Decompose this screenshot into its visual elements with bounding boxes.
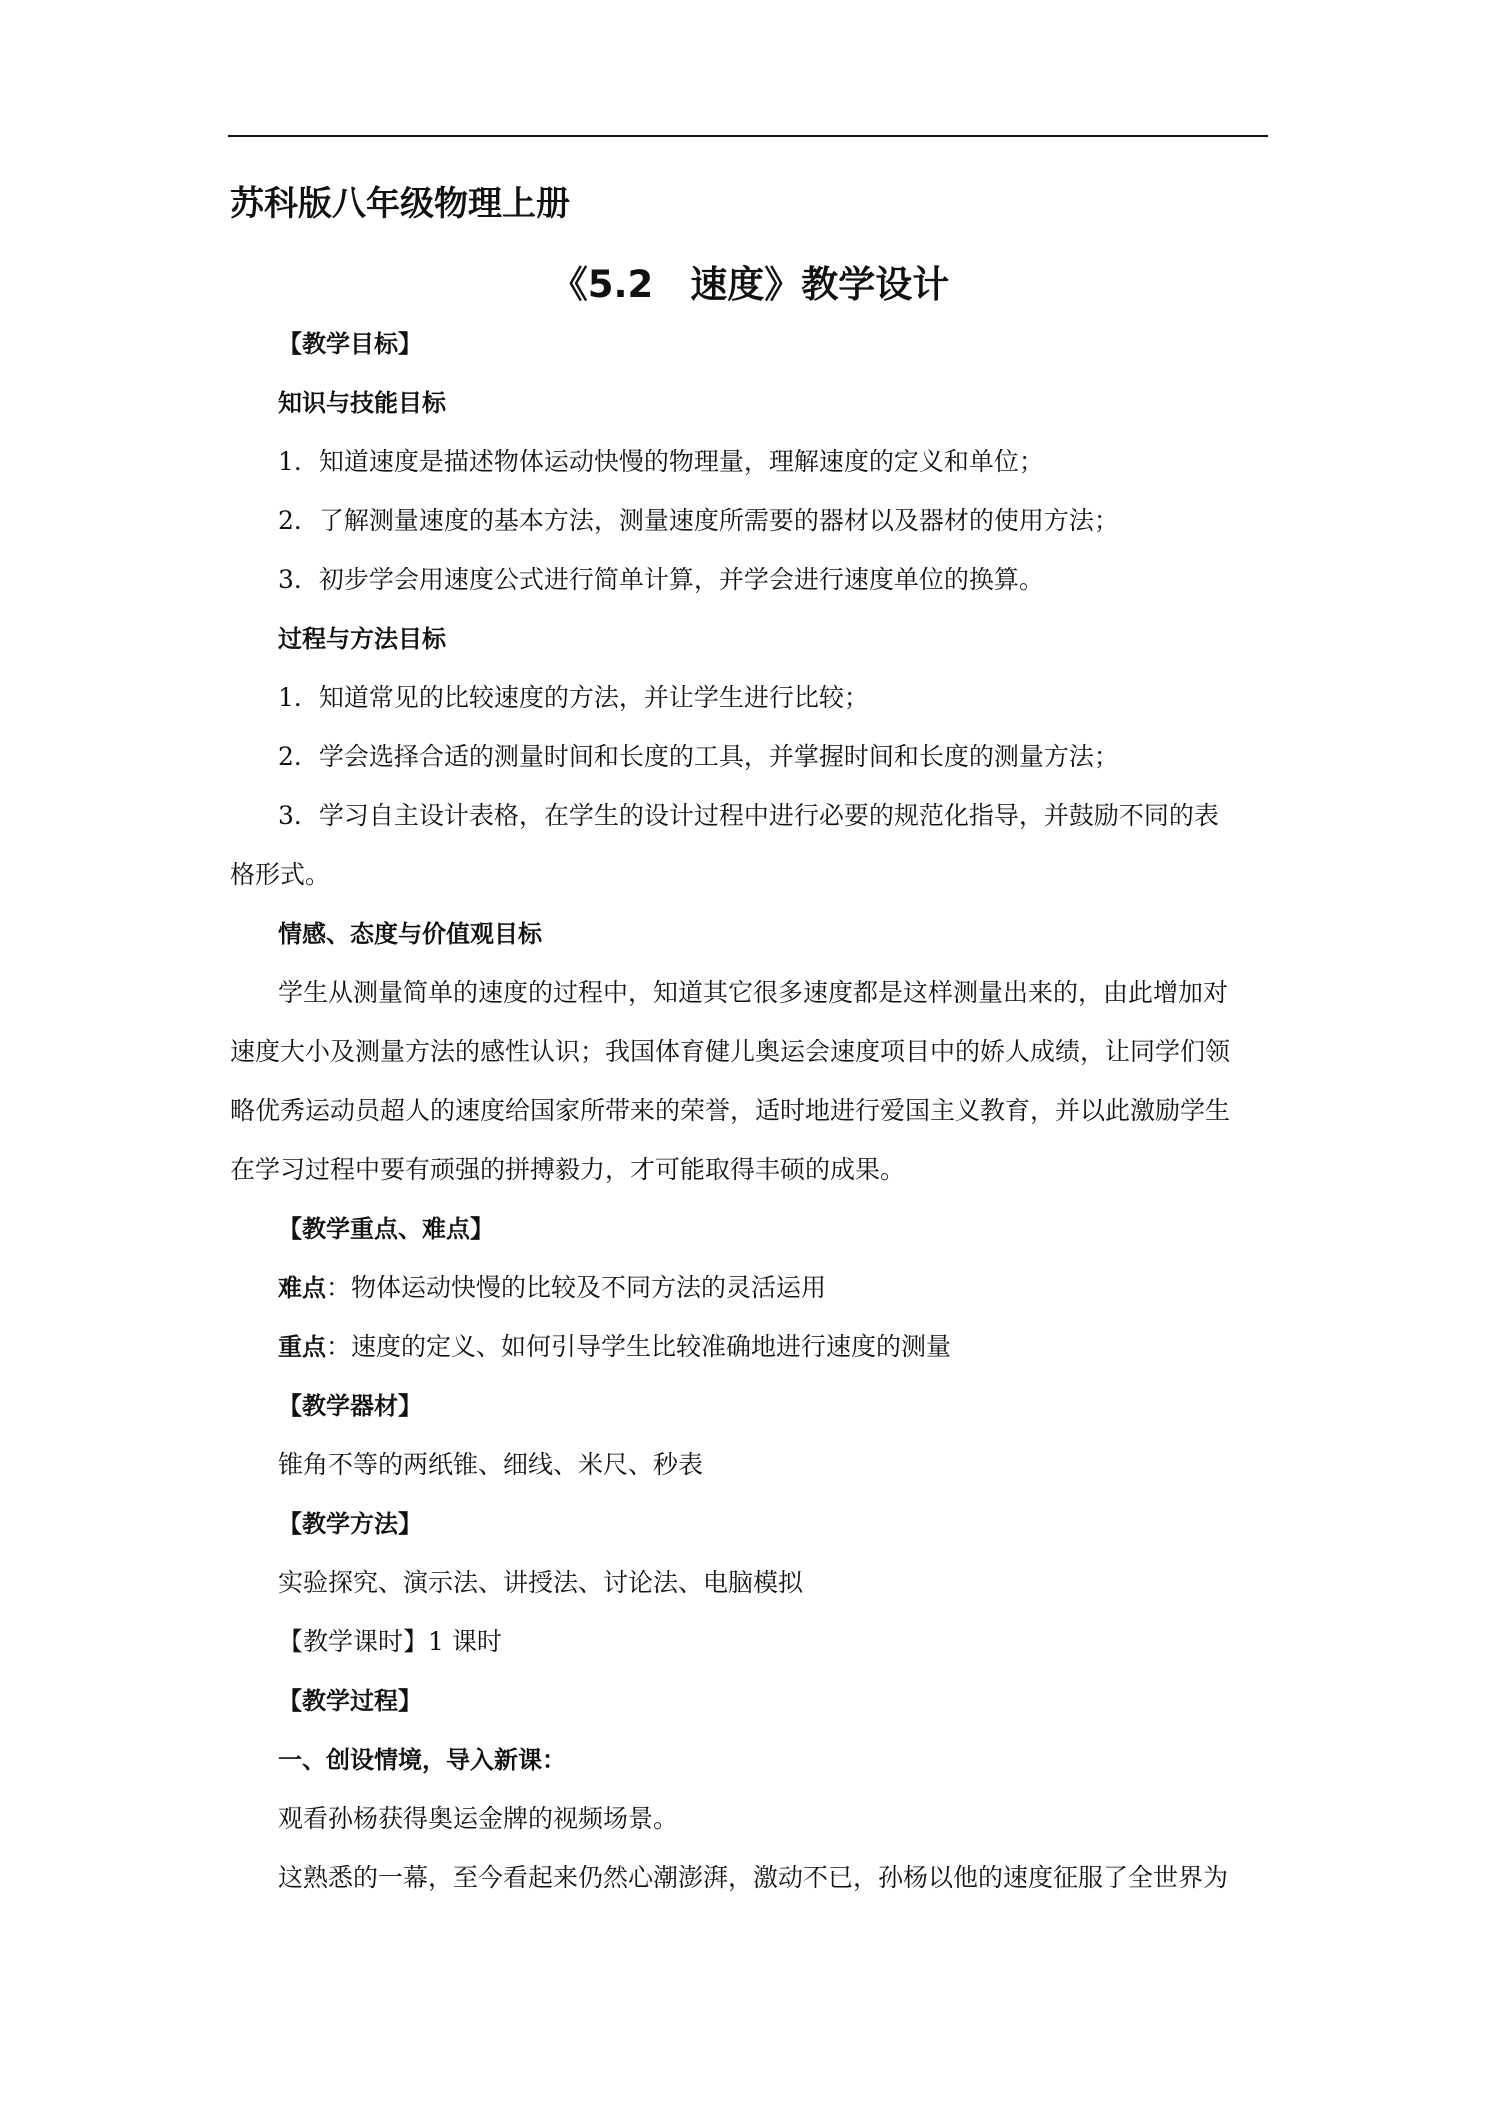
equipment-text: 锥角不等的两纸锥、细线、米尺、秒表 <box>278 1450 704 1479</box>
section-heading: 一、创设情境，导入新课： <box>278 1746 566 1774</box>
process-goal-item-3 <box>230 796 1270 895</box>
class-hours-line: 【教学课时】1 课时 <box>278 1627 502 1656</box>
process-goal-item: 2．学会选择合适的测量时间和长度的工具，并掌握时间和长度的测量方法； <box>278 742 1119 771</box>
difficulty-line <box>278 1268 1270 1308</box>
document-subtitle: 《5.2 速度》教学设计 <box>550 263 950 306</box>
focus-text: ：速度的定义、如何引导学生比较准确地进行速度的测量 <box>326 1332 952 1361</box>
document-body <box>230 180 1270 1917</box>
emotion-goals-heading: 情感、态度与价值观目标 <box>278 920 542 948</box>
paragraph-line: 格形式。 <box>230 860 331 889</box>
paragraph-line: 速度大小及测量方法的感性认识；我国体育健儿奥运会速度项目中的娇人成绩，让同学们领 <box>230 1037 1231 1066</box>
process-goals-heading: 过程与方法目标 <box>278 625 446 653</box>
paragraph-line: 在学习过程中要有顽强的拼搏毅力，才可能取得丰硕的成果。 <box>230 1155 906 1184</box>
paragraph-line: 略优秀运动员超人的速度给国家所带来的荣誉，适时地进行爱国主义教育，并以此激励学生 <box>230 1096 1231 1125</box>
emotion-goals-paragraph <box>230 973 1270 1190</box>
goals-heading: 【教学目标】 <box>278 330 422 358</box>
equipment-heading: 【教学器材】 <box>278 1392 422 1420</box>
keypoints-heading: 【教学重点、难点】 <box>278 1215 494 1243</box>
knowledge-goals-heading: 知识与技能目标 <box>278 389 446 417</box>
difficulty-text: ：物体运动快慢的比较及不同方法的灵活运用 <box>326 1273 827 1302</box>
process-text-line: 这熟悉的一幕，至今看起来仍然心潮澎湃，激动不已，孙杨以他的速度征服了全世界为 <box>278 1863 1229 1892</box>
process-text-line: 观看孙杨获得奥运金牌的视频场景。 <box>278 1804 679 1833</box>
process-goal-item: 1．知道常见的比较速度的方法，并让学生进行比较； <box>278 683 869 712</box>
teaching-process-heading: 【教学过程】 <box>278 1687 422 1715</box>
focus-label: 重点 <box>278 1333 326 1361</box>
paragraph-line: 3．学习自主设计表格，在学生的设计过程中进行必要的规范化指导，并鼓励不同的表 <box>278 801 1219 830</box>
difficulty-label: 难点 <box>278 1274 326 1302</box>
knowledge-goal-item: 2．了解测量速度的基本方法，测量速度所需要的器材以及器材的使用方法； <box>278 506 1119 535</box>
knowledge-goal-item: 1．知道速度是描述物体运动快慢的物理量，理解速度的定义和单位； <box>278 447 1044 476</box>
methods-text: 实验探究、演示法、讲授法、讨论法、电脑模拟 <box>278 1568 804 1597</box>
knowledge-goal-item: 3．初步学会用速度公式进行简单计算，并学会进行速度单位的换算。 <box>278 565 1044 594</box>
document-title: 苏科版八年级物理上册 <box>230 184 570 224</box>
paragraph-line: 学生从测量简单的速度的过程中，知道其它很多速度都是这样测量出来的，由此增加对 <box>278 978 1229 1007</box>
methods-heading: 【教学方法】 <box>278 1510 422 1538</box>
focus-line <box>278 1327 1270 1367</box>
header-rule <box>228 135 1268 137</box>
